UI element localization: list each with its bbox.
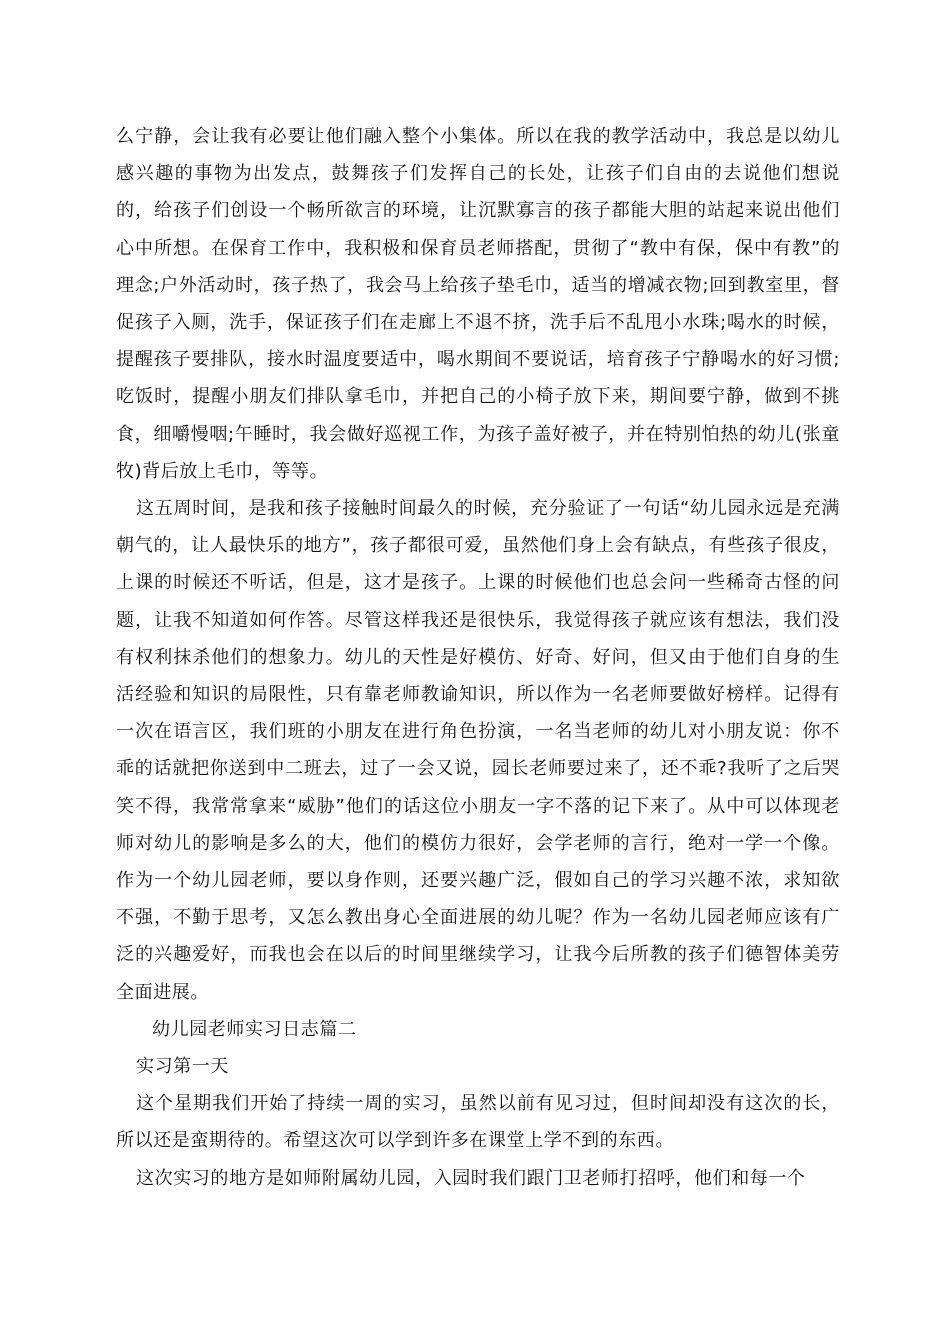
section-title: 幼儿园老师实习日志篇二	[152, 1018, 357, 1040]
day-title: 实习第一天	[136, 1056, 229, 1078]
paragraph-1: 么宁静，会让我有必要让他们融入整个小集体。所以在我的教学活动中，我总是以幼儿感兴趣的事物为出发点，鼓舞孩子们发挥自己的长处，让孩子们自由的去说他们想说的，给孩子们创设一个畅所欲言的环境，让沉默寡言的孩子都能大胆的站起来说出他们心中所想。在保育工作中，我积极和保育员老师搭配，贯彻了“教中有保，保中有教”的理念;户外活动时，孩子热了，我会马上给孩子垫毛巾，适当的增减衣物;回到教室里，督促孩子入厕，洗手，保证孩子们在走廊上不退不挤，洗手后不乱甩小水珠;喝水的时候，提醒孩子要排队，接水时温度要适中，喝水期间不要说话，培育孩子宁静喝水的好习惯;吃饭时，提醒小朋友们排队拿毛巾，并把自己的小椅子放下来，期间要宁静，做到不挑食，细嚼慢咽;午睡时，我会做好巡视工作，为孩子盖好被子，并在特别怕热的幼儿(张童牧)背后放上毛巾，等等。	[116, 126, 840, 482]
paragraph-2: 这五周时间，是我和孩子接触时间最久的时候，充分验证了一句话“幼儿园永远是充满朝气的，让人最快乐的地方”，孩子都很可爱，虽然他们身上会有缺点，有些孩子很皮，上课的时候还不听话，但是，这才是孩子。上课的时候他们也总会问一些稀奇古怪的问题，让我不知道如何作答。尽管这样我还是很快乐，我觉得孩子就应该有想法，我们没有权利抹杀他们的想象力。幼儿的天性是好模仿、好奇、好问，但又由于他们自身的生活经验和知识的局限性，只有靠老师教谕知识，所以作为一名老师要做好榜样。记得有一次在语言区，我们班的小朋友在进行角色扮演，一名当老师的幼儿对小朋友说：你不乖的话就把你送到中二班去，过了一会又说，园长老师要过来了，还不乖?我听了之后哭笑不得，我常常拿来“威胁”他们的话这位小朋友一字不落的记下来了。从中可以体现老师对幼儿的影响是多么的大，他们的模仿力很好，会学老师的言行，绝对一学一个像。作为一个幼儿园老师，要以身作则，还要兴趣广泛，假如自己的学习兴趣不浓，求知欲不强，不勤于思考，又怎么教出身心全面进展的幼儿呢？作为一名幼儿园老师应该有广泛的兴趣爱好，而我也会在以后的时间里继续学习，让我今后所教的孩子们德智体美劳全面进展。	[116, 498, 840, 1003]
paragraph-3: 这个星期我们开始了持续一周的实习，虽然以前有见习过，但时间却没有这次的长，所以还是蛮期待的。希望这次可以学到许多在课堂上学不到的东西。	[116, 1093, 840, 1152]
document-body	[116, 118, 840, 1197]
paragraph-4: 这次实习的地方是如师附属幼儿园，入园时我们跟门卫老师打招呼，他们和每一个	[136, 1167, 806, 1189]
